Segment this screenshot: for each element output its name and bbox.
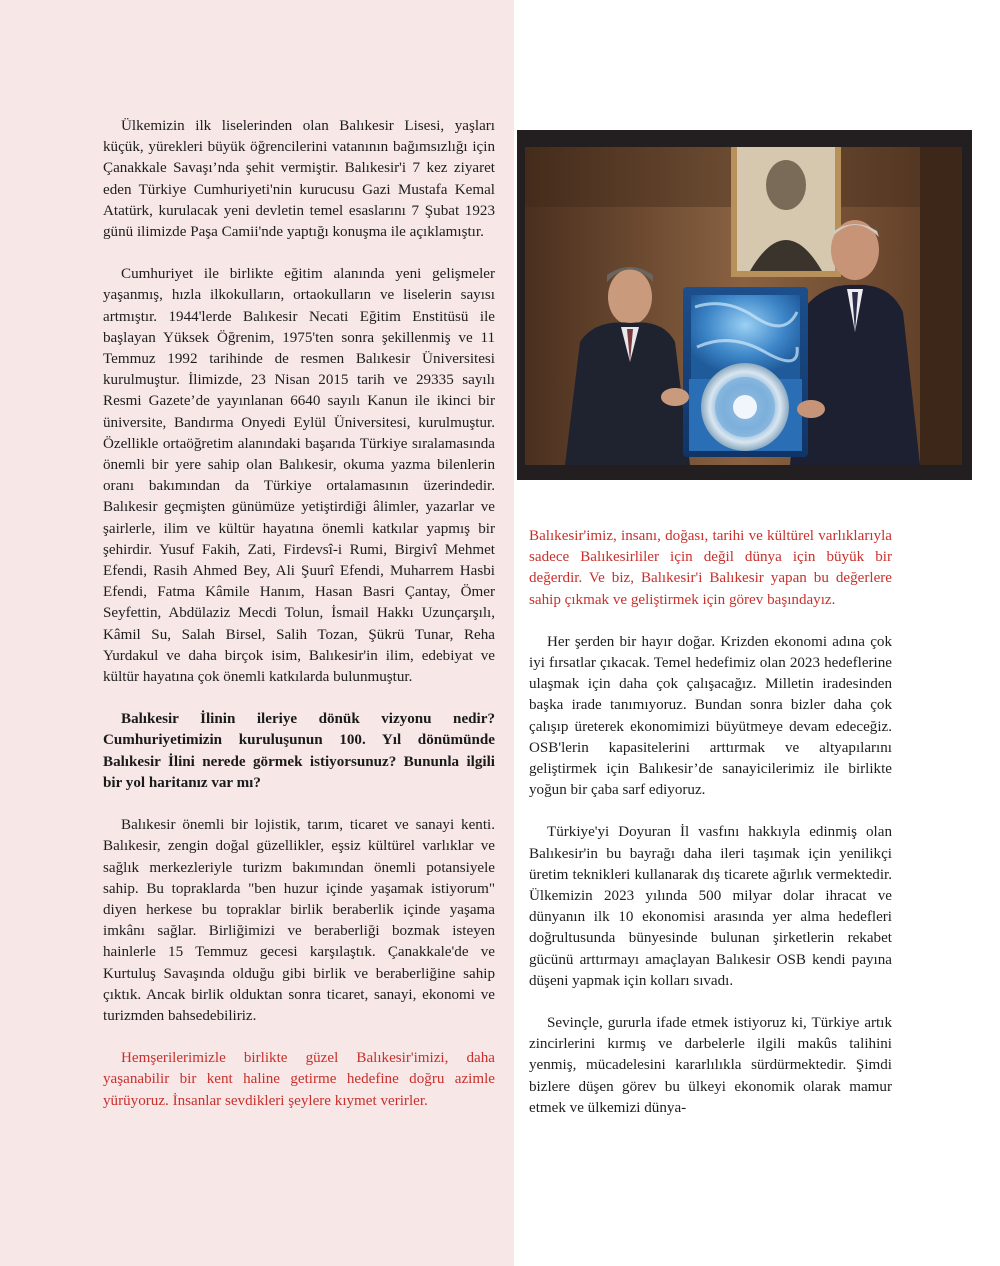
right-text-column [529, 526, 892, 1119]
left-text-column [103, 116, 495, 1112]
paragraph-ekonomi: Her şerden bir hayır doğar. Krizden ekonomi adına çok iyi fırsatlar çıkacak. Temel hedefimiz olan 2023 hedeflerine ulaşmak için daha çok çalışacağız. Milletin iradesinden başka irade tanımıyoruz. Bundan sonra bizler daha çok çalışıp üreterek ekonomimizi büyütmeye devam edeceğiz. OSB'lerin kapasitelerini arttırmak ve altyapılarını geliştirmek için Balıkesir’de sanayicilerimiz ile birlikte yoğun bir çaba sarf ediyoruz. [529, 633, 892, 799]
pull-quote-right: Balıkesir'imiz, insanı, doğası, tarihi ve kültürel varlıklarıyla sadece Balıkesirliler için değil dünya için büyük bir değerdir. Ve biz, Balıkesir'i Balıkesir yapan bu değerlere sahip çıkmak ve geliştirmek için görev başındayız. [529, 528, 892, 608]
paragraph-lise-ataturk: Ülkemizin ilk liselerinden olan Balıkesir Lisesi, yaşları küçük, yürekleri büyük öğrencilerini vatanının bağımsızlığı için Çanakkale Savaşı’nda şehit vermiştir. Balıkesir'i 7 kez ziyaret eden Türkiye Cumhuriyeti'nin kurucusu Gazi Mustafa Kemal Atatürk, kurulacak yeni devletin temel esaslarını 7 Şubat 1923 günü ilimizde Paşa Camii'nde yaptığı konuşma ile açıklamıştır. [103, 118, 495, 241]
plaque-presentation-photo [525, 147, 962, 465]
interview-question: Balıkesir İlinin ileriye dönük vizyonu nedir? Cumhuriyetimizin kuruluşunun 100. Yıl dönümünde Balıkesir İlini nerede görmek istiyorsunuz? Bununla ilgili bir yol haritanız var mı? [103, 711, 495, 791]
paragraph-egitim: Cumhuriyet ile birlikte eğitim alanında yeni gelişmeler yaşanmış, hızla ilkokulların, ortaokulların ve liselerin sayısı artmıştır. 1944'lerde Balıkesir Necati Eğitim Enstitüsü ile başlayan Yüksek Öğrenim, 1975'ten sonra şekillenmiş ve 11 Temmuz 1992 tarihinde de resmen Balıkesir Üniversitesi kurulmuştur. İlimizde, 23 Nisan 2015 tarih ve 29335 sayılı Resmi Gazete’de yayınlanan 6640 sayılı Kanun ile ikinci bir üniversite, Bandırma Onyedi Eylül Üniversitesi, kurulmuştur. Özellikle ortaöğretim alanındaki başarıda Türkiye sıralamasında önemli bir yere sahip olan Balıkesir, okuma yazma bilenlerin oranı bakımından da Türkiye ortalamasının üzerindedir. Balıkesir geçmişten günümüze yetiştirdiği âlimler, yazarlar ve şairlerle, ilim ve kültür hayatına önemli katkılar yapmış bir şehirdir. Yusuf Fakih, Zati, Firdevsî-i Rumi, Birgivî Mehmet Efendi, Rasih Ahmed Bey, Ali Şuurî Efendi, Muharrem Hasbi Efendi, Fatma Kâmile Hanım, Hasan Basri Çantay, Ömer Seyfettin, Abdülaziz Mecdi Tolun, İsmail Hakkı Uzunçarşılı, Kâmil Su, Salah Birsel, Salih Tozan, Şükrü Tunar, Reha Yurdakul ve daha birçok isim, Balıkesir'in ilim, edebiyat ve kültür hayatına çok önemli katkılarda bulunmuştur. [103, 266, 495, 686]
paragraph-dis-ticaret: Türkiye'yi Doyuran İl vasfını hakkıyla edinmiş olan Balıkesir'in bu bayrağı daha ileri taşımak için yenilikçi üretim teknikleri kullanarak dış ticarete ağırlık vermektedir. Ülkemizin 2023 yılında 500 milyar dolar ihracat ve dünyanın ilk 10 ekonomisi arasında yer alma hedefleri doğrultusunda bünyesinde bulunan şirketlerin rekabet gücünü arttırmayı amaçlayan Balıkesir OSB kendi payına düşeni yapmak için kolları sıvadı. [529, 824, 892, 989]
paragraph-vizyon: Balıkesir önemli bir lojistik, tarım, ticaret ve sanayi kenti. Balıkesir, zengin doğal güzellikler, eşsiz kültürel varlıklar ve sağlık merkezleriyle turizm bakımından önemli potansiyele sahip. Bu topraklarda "ben huzur içinde yaşamak istiyorum" diyen herkese bu topraklar birlik beraberlik içinde yaşama imkânı sağlar. Birliğimizi ve beraberliği bozmak isteyen hainlerle 15 Temmuz gecesi karşılaştık. Çanakkale'de ve Kurtuluş Savaşında olduğu gibi birlik ve beraberliğine sahip çıktık. Ancak birlik olduktan sonra ticaret, sanayi, ekonomi ve turizmden bahsedebiliriz. [103, 817, 495, 1024]
pull-quote-left: Hemşerilerimizle birlikte güzel Balıkesir'imizi, daha yaşanabilir bir kent haline getirme hedefine doğru azimle yürüyoruz. İnsanlar sevdikleri şeylere kıymet verirler. [103, 1050, 495, 1109]
paragraph-sevincle: Sevinçle, gururla ifade etmek istiyoruz ki, Türkiye artık zincirlerini kırmış ve darbelerle ilgili makûs talihini yenmiş, mücadelesini kararlılıkla sürdürmektedir. Şimdi bizlere düşen görev bu ülkeyi ekonomik olarak mamur etmek ve ülkemizi dünya- [529, 1015, 892, 1116]
